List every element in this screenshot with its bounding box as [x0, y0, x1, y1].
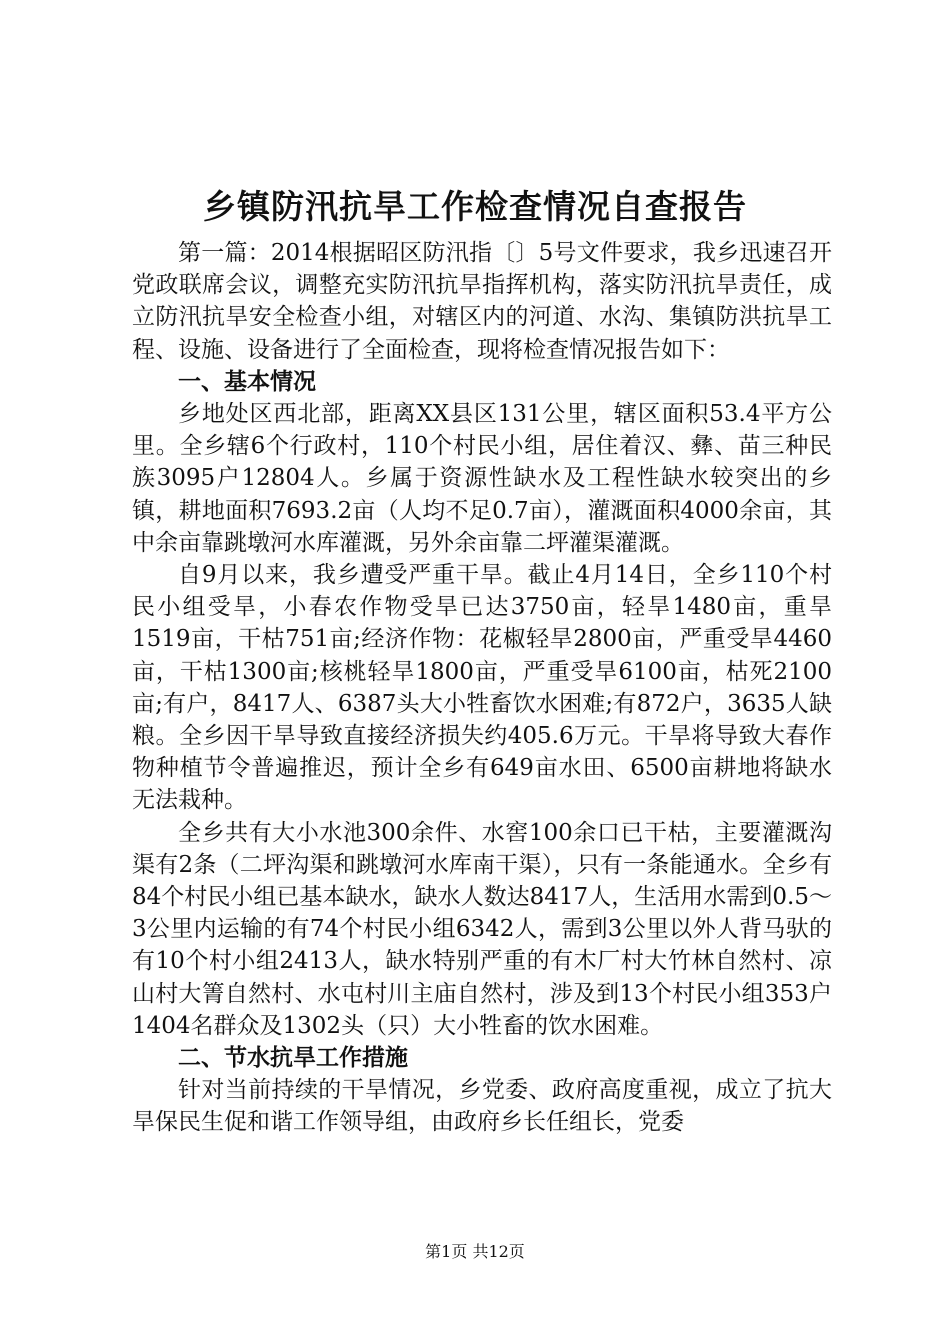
measures-paragraph: 针对当前持续的干旱情况，乡党委、政府高度重视，成立了抗大旱保民生促和谐工作领导组，由政府乡长任组长，党委	[132, 1077, 832, 1136]
section-heading-measures: 二、节水抗旱工作措施	[178, 1045, 408, 1072]
basic-situation-paragraph: 乡地处区西北部，距离XX县区131公里，辖区面积53.4平方公里。全乡辖6个行政村，110个村民小组，居住着汉、彝、苗三种民族3095户12804人。乡属于资源性缺水及工程性缺水较突出的乡镇，耕地面积7693.2亩（人均不足0.7亩），灌溉面积4000余亩，其中余亩靠跳墩河水库灌溉，另外余亩靠二坪灌渠灌溉。	[132, 401, 832, 556]
section-heading-basic-situation: 一、基本情况	[178, 368, 316, 395]
document-body	[132, 237, 832, 1139]
drought-impact-paragraph: 自9月以来，我乡遭受严重干旱。截止4月14日，全乡110个村民小组受旱，小春农作物受旱已达3750亩，轻旱1480亩，重旱1519亩，干枯751亩;经济作物：花椒轻旱2800亩，严重受旱4460亩，干枯1300亩;核桃轻旱1800亩，严重受旱6100亩，枯死2100亩;有户，8417人、6387头大小牲畜饮水困难;有872户，3635人缺粮。全乡因干旱导致直接经济损失约405.6万元。干旱将导致大春作物种植节令普遍推迟，预计全乡有649亩水田、6500亩耕地将缺水无法栽种。	[132, 562, 832, 814]
page-number-footer: 第1页 共12页	[425, 1242, 525, 1261]
water-shortage-paragraph: 全乡共有大小水池300余件、水窖100余口已干枯，主要灌溉沟渠有2条（二坪沟渠和跳墩河水库南干渠），只有一条能通水。全乡有84个村民小组已基本缺水，缺水人数达8417人，生活用水需到0.5～3公里内运输的有74个村民小组6342人，需到3公里以外人背马驮的有10个村小组2413人，缺水特别严重的有木厂村大竹林自然村、凉山村大箐自然村、水屯村川主庙自然村，涉及到13个村民小组353户1404名群众及1302头（只）大小牲畜的饮水困难。	[132, 819, 832, 1039]
document-title: 乡镇防汛抗旱工作检查情况自查报告	[203, 187, 747, 226]
intro-paragraph: 第一篇：2014根据昭区防汛指〔〕5号文件要求，我乡迅速召开党政联席会议，调整充实防汛抗旱指挥机构，落实防汛抗旱责任，成立防汛抗旱安全检查小组，对辖区内的河道、水沟、集镇防洪抗旱工程、设施、设备进行了全面检查，现将检查情况报告如下：	[132, 240, 832, 363]
